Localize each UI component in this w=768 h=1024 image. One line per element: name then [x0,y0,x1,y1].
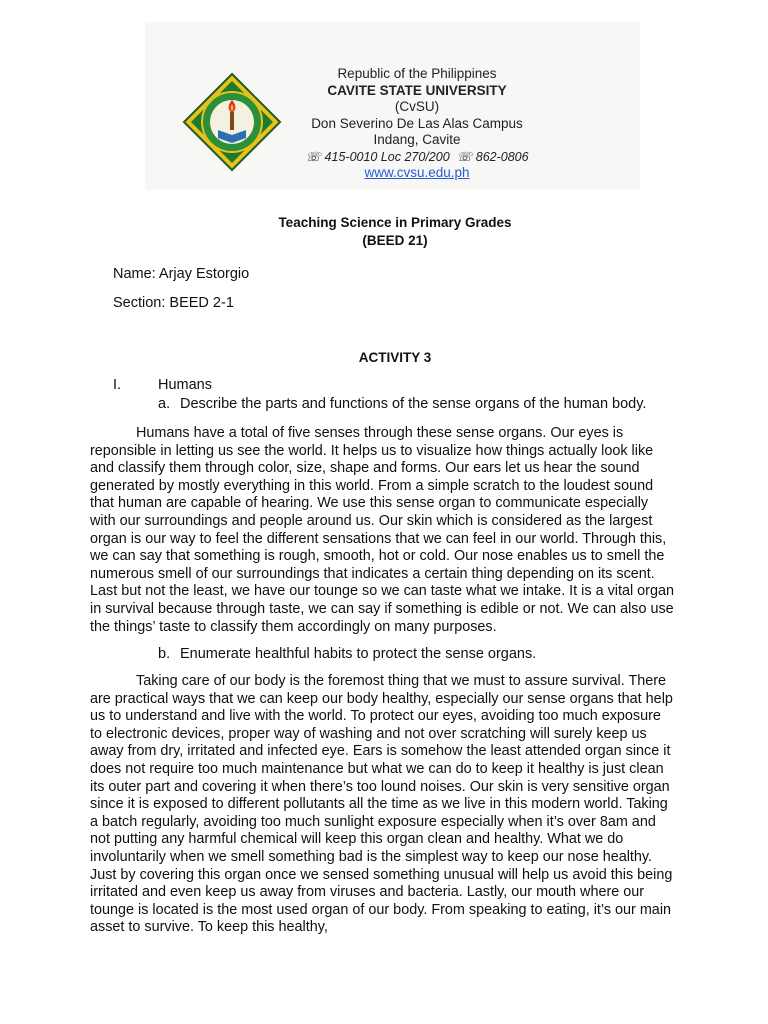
activity-heading: ACTIVITY 3 [358,350,432,365]
phone-number: 415-0010 Loc 270/200 [324,149,450,164]
university-acronym: (CvSU) [394,99,440,114]
question-a-text: Describe the parts and functions of the sense organs of the human body. [180,396,647,412]
fax-icon: ☏ [456,149,473,164]
campus-location: Indang, Cavite [373,132,461,147]
question-b [158,646,536,662]
student-name: Name: Arjay Estorgio [113,266,250,282]
question-a-letter: a. [158,396,171,412]
course-code: (BEED 21) [362,233,428,248]
contact-line [292,149,542,166]
university-seal-logo [182,72,282,172]
website-link[interactable]: www.cvsu.edu.ph [364,165,470,180]
country-line: Republic of the Philippines [337,66,497,81]
course-title-block [0,214,768,250]
answer-b-paragraph: Taking care of our body is the foremost thing that we must to assure survival. There are practical ways that we can keep our body healthy, especially our sense organs that help us to understand and live with the world. To protect our eyes, avoiding too much exposure to electronic devices, proper way of washing and not over scratching will surely keep us away from dry, irritated and infected eye. Ears is somehow the least attended organ since it does not require too much maintenance but what we can do to keep it healthy is just clean its outer part and covering it when there’s too lound noises. Our skin is very sensitive organ since it is exposed to different pollutants all the time as we live in this modern world. Taking a batch regularly, avoiding too much sunlight exposure especially when it’s over 8am and not putting any harmful chemical will keep this organ clean and healthy. What we do involuntarily when we smell something bad is the simplest way to keep our nose healthy. Just by covering this organ once we sensed something unusual will help us avoid this being irritated and even keep us away from viruses and bacteria. Lastly, our mouth where our tounge is located is the most used organ of our body. From speaking to eating, it’s our main asset to survive. To keep this healthy, [90,673,673,936]
fax-number: 862-0806 [475,149,529,164]
part-title: Humans [158,377,212,393]
university-name: CAVITE STATE UNIVERSITY [327,82,507,98]
course-title: Teaching Science in Primary Grades [278,215,512,230]
student-section: Section: BEED 2-1 [113,295,234,311]
answer-a-paragraph: Humans have a total of five senses through these sense organs. Our eyes is reponsible in letting us see the world. It helps us to visualize how things actually look like and classify them through color, size, shape and forms. Our ears let us hear the sound generated by mostly everything in this world. From a simple scratch to the loudest sound that human are capable of hearing. We use this sense organ to communicate especially with our surroundings and people around us. Our skin which is considered as the largest organ is our way to feel the different sensations that we can feel in our world. Through this, we can say that something is rough, smooth, hot or cold. Our nose enables us to smell the numerous smell of our surroundings that indicates a certain thing depending on its scent. Last but not the least, we have our tounge so we can taste what we intake. It is a vital organ in survival because through taste, we can say if something is edible or not. We can also use the things’ taste to classify them accordingly on many purposes. [90,425,674,635]
part-numeral: I. [113,377,122,393]
campus-name: Don Severino De Las Alas Campus [311,115,523,131]
phone-icon: ☏ [305,149,322,164]
question-b-letter: b. [158,646,171,662]
question-a [158,396,646,412]
question-b-text: Enumerate healthful habits to protect the sense organs. [180,646,537,662]
letterhead-text [292,66,542,182]
